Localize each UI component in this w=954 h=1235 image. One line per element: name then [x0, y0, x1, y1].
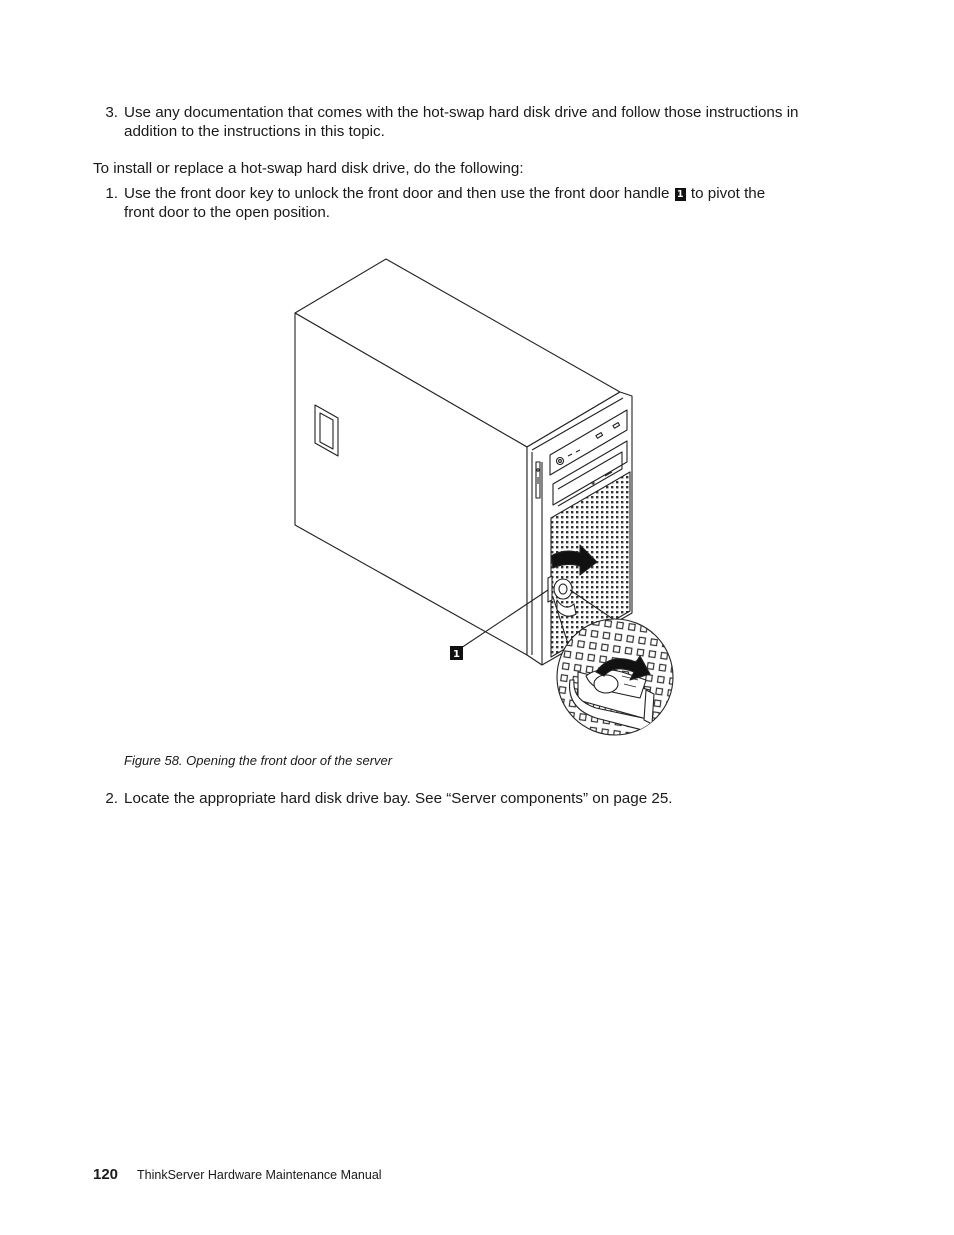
step-2-number: 2.	[105, 790, 118, 807]
step-1-line-1	[124, 184, 844, 203]
step-2-text: Locate the appropriate hard disk drive bay. See “Server components” on page 25.	[124, 790, 673, 807]
manual-title: ThinkServer Hardware Maintenance Manual	[137, 1168, 382, 1182]
step-1-number: 1.	[105, 185, 118, 202]
step-1-text	[124, 184, 844, 222]
callout-1-inline: 1	[675, 188, 686, 201]
step-1-text-b: to pivot the	[690, 185, 766, 202]
step-3-line-2: addition to the instructions in this topic.	[124, 123, 385, 140]
step-3-line-1: Use any documentation that comes with the hot-swap hard disk drive and follow those instructions in	[124, 104, 799, 121]
step-3-text	[124, 103, 844, 141]
step-1-text-a: Use the front door key to unlock the front door and then use the front door handle	[124, 185, 670, 202]
page-number: 120	[93, 1166, 119, 1183]
step-3-number: 3.	[105, 104, 118, 121]
step-1-line-2: front door to the open position.	[124, 204, 331, 221]
figure-caption: Figure 58. Opening the front door of the server	[124, 753, 393, 768]
server-front-door-illustration	[280, 250, 700, 740]
intro-paragraph: To install or replace a hot-swap hard disk drive, do the following:	[93, 160, 524, 177]
callout-1-figure-label: 1	[453, 649, 460, 660]
